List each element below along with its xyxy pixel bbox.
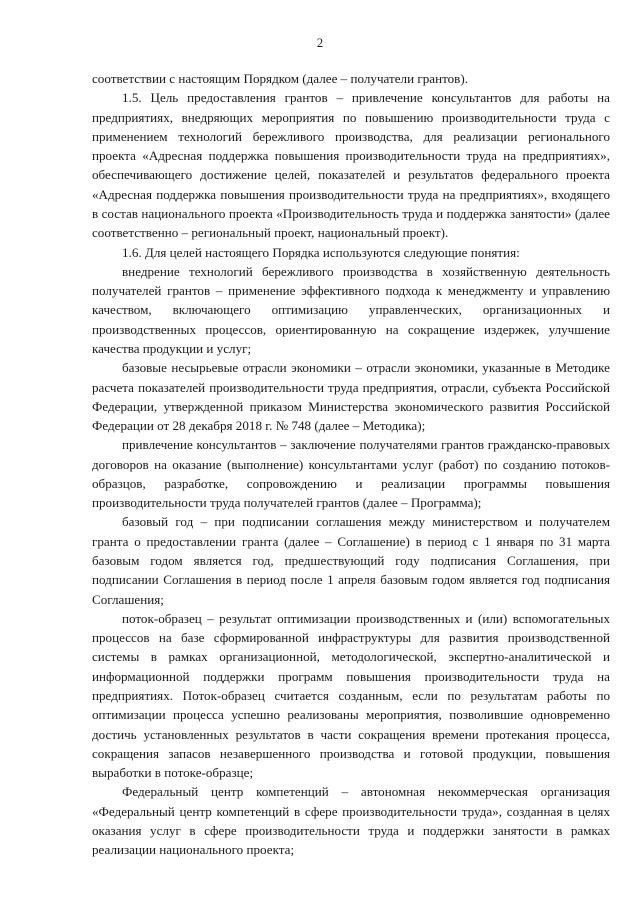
definition-lean-production: внедрение технологий бережливого производства в хозяйственную деятельность получателей грантов – применение эффективного подхода к менеджменту и управлению качеством, включающего оптимизацию управленческих, организационных и производственных процессов, ориентированную на сокращение издержек, улучшение качества продукции и услуг; [92, 263, 610, 356]
definition-sample-flow: поток-образец – результат оптимизации производственных и (или) вспомогательных процессов на базе сформированной инфраструктуры для развития производственной системы в рамках организационной, методологической, экспертно-аналитической и информационной поддержки программ повышения производительности труда на предприятиях. Поток-образец считается созданным, если по результатам работы по оптимизации процесса успешно реализованы мероприятия, позволившие одновременно достичь установленных результатов в части сокращения времени протекания процесса, сокращения запасов незавершенного производства и готовой продукции, повышения выработки в потоке-образце; [92, 610, 610, 781]
paragraph-continuation: соответствии с настоящим Порядком (далее – получатели грантов). [92, 71, 468, 86]
definition-consultants: привлечение консультантов – заключение получателями грантов гражданско-правовых договоров на оказание (выполнение) консультантами услуг (работ) по созданию потоков-образцов, разработке, сопровождению и реализации программы повышения производительности труда получателей грантов (далее – Программа); [92, 437, 610, 511]
definition-base-year: базовый год – при подписании соглашения между министерством и получателем гранта о предоставлении гранта (далее – Соглашение) в период с 1 января по 31 марта базовым годом является год, предшествующий году подписания Соглашения, при подписании Соглашения в период после 1 апреля базовым годом является год подписания Соглашения; [92, 514, 610, 607]
definition-base-industries: базовые несырьевые отрасли экономики – отрасли экономики, указанные в Методике расчета показателей производительности труда предприятия, отрасли, субъекта Российской Федерации, утвержденной приказом Министерства экономического развития Российской Федерации от 28 декабря 2018 г. № 748 (далее – Методика); [92, 360, 610, 434]
page-number: 2 [316, 36, 324, 50]
paragraph-1-6-definitions-intro: 1.6. Для целей настоящего Порядка используются следующие понятия: [122, 244, 520, 260]
definition-federal-center: Федеральный центр компетенций – автономная некоммерческая организация «Федеральный центр компетенций в сфере производительности труда», созданная в целях оказания услуг в сфере производительности труда и поддержки занятости в рамках реализации национального проекта; [92, 784, 610, 858]
paragraph-1-5-grant-purpose: 1.5. Цель предоставления грантов – привлечение консультантов для работы на предприятиях, внедряющих мероприятия по повышению производительности труда с применением технологий бережливого производства, для реализации регионального проекта «Адресная поддержка повышения производительности труда на предприятиях», обеспечивающего достижение целей, показателей и результатов федерального проекта «Адресная поддержка повышения производительности труда на предприятиях», входящего в состав национального проекта «Производительность труда и поддержка занятости» (далее соответственно – региональный проект, национальный проект). [92, 90, 610, 241]
document-body [92, 69, 610, 860]
